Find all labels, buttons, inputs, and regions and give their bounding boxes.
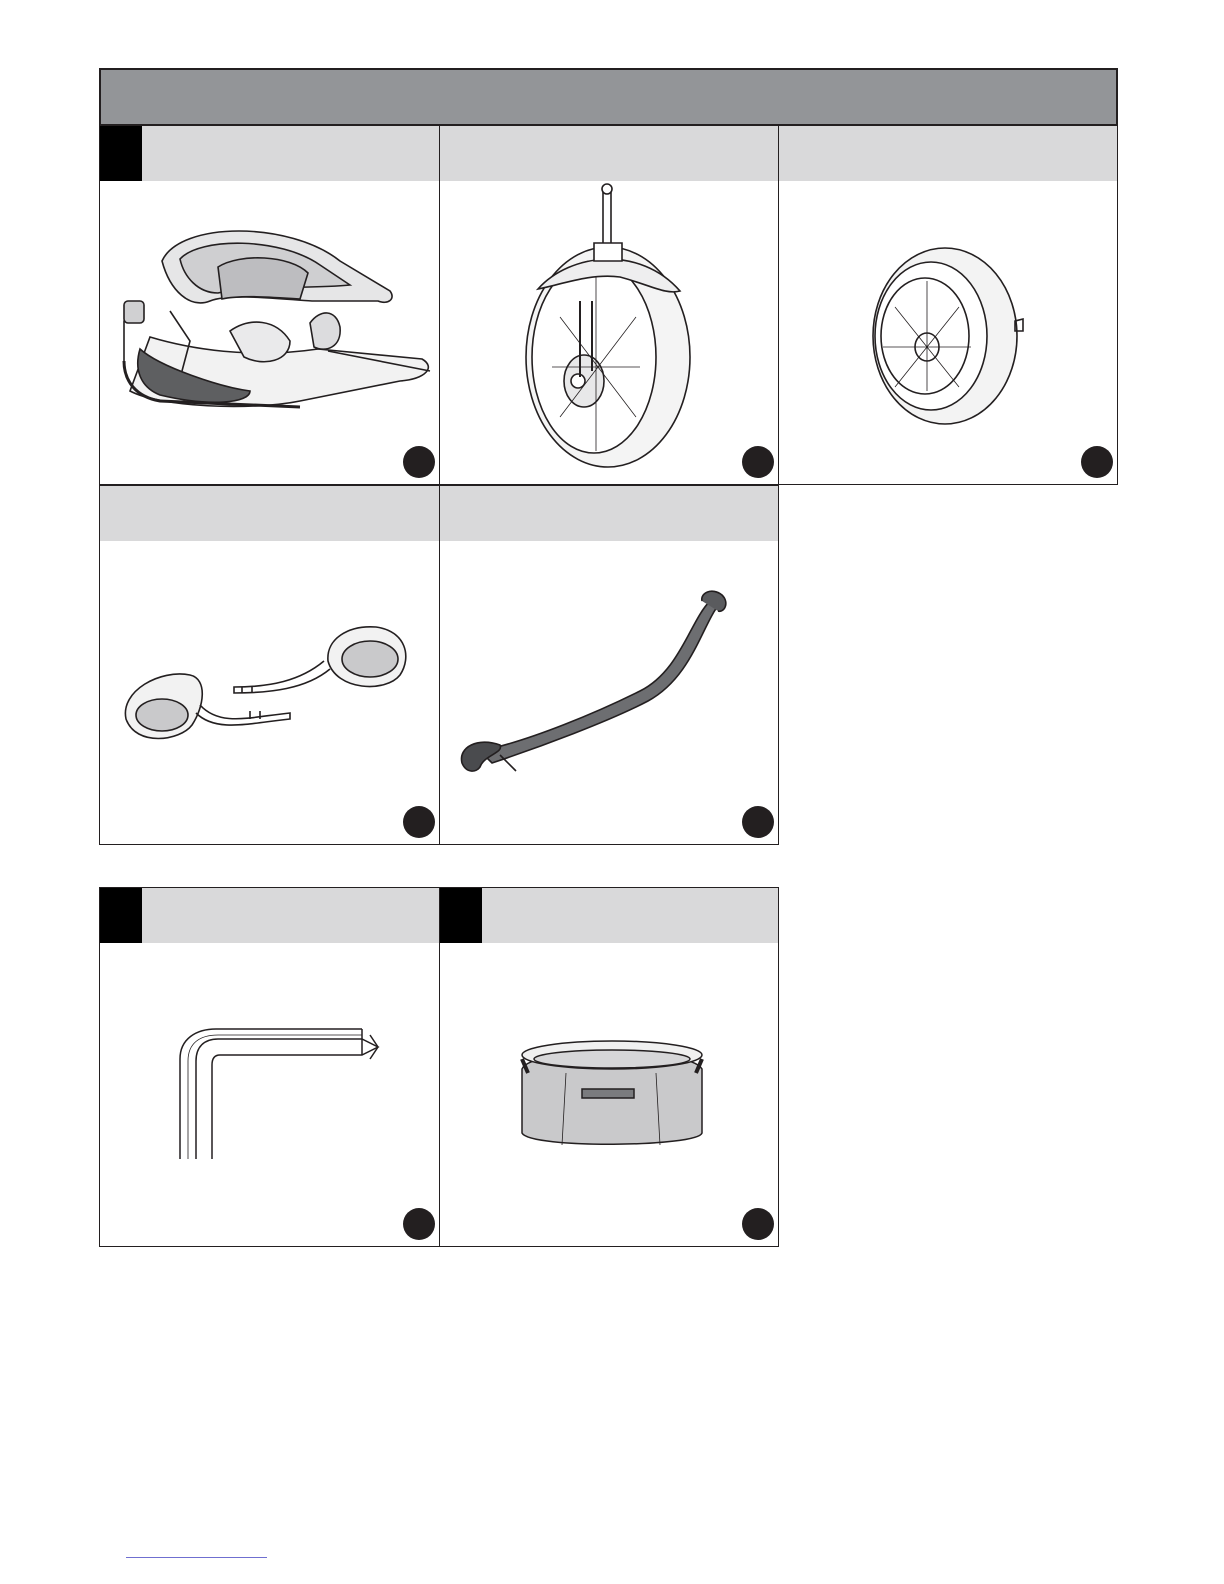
part-header — [100, 126, 439, 181]
part-cell-hex-key — [99, 887, 440, 1247]
front-wheel-illustration — [440, 181, 777, 481]
part-number-badge — [403, 446, 435, 478]
seat-frame-illustration — [100, 181, 438, 481]
hex-key-illustration — [100, 943, 438, 1243]
part-number-badge — [742, 806, 774, 838]
footer-link[interactable] — [126, 1557, 267, 1558]
handle-strap-illustration — [440, 541, 777, 841]
part-marker-tab — [440, 888, 482, 943]
part-header — [440, 888, 778, 943]
axle-set-illustration — [100, 541, 438, 841]
part-header — [100, 486, 439, 541]
part-cell-front-wheel — [439, 125, 779, 485]
part-marker-tab — [100, 888, 142, 943]
part-cell-basket — [439, 887, 779, 1247]
part-header — [440, 486, 778, 541]
part-number-badge — [1081, 446, 1113, 478]
rear-wheel-illustration — [779, 181, 1116, 481]
part-cell-rear-wheel — [778, 125, 1118, 485]
part-cell-seat-frame — [99, 125, 440, 485]
parts-list-banner — [99, 68, 1118, 126]
part-number-badge — [742, 446, 774, 478]
part-header — [779, 126, 1117, 181]
part-number-badge — [403, 1208, 435, 1240]
part-marker-tab — [100, 126, 142, 181]
part-header — [440, 126, 778, 181]
part-header — [100, 888, 439, 943]
basket-illustration — [440, 943, 777, 1243]
part-cell-handle-strap — [439, 485, 779, 845]
part-number-badge — [742, 1208, 774, 1240]
part-cell-axle-set — [99, 485, 440, 845]
part-number-badge — [403, 806, 435, 838]
